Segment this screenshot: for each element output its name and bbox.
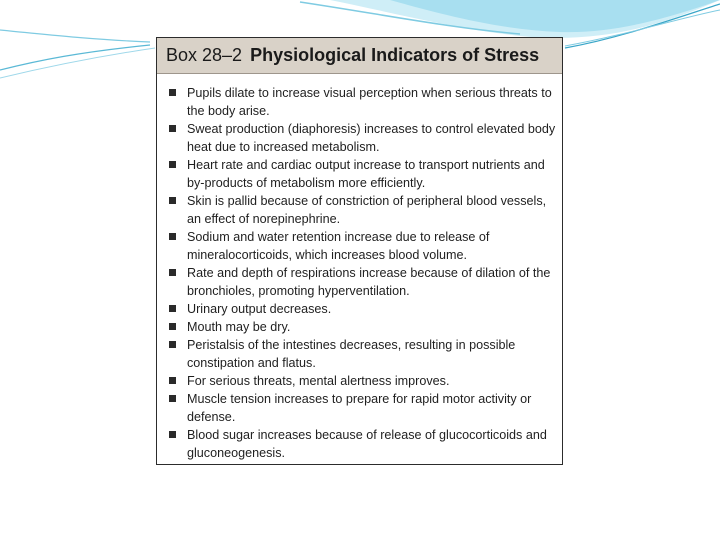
box-title: Physiological Indicators of Stress: [250, 45, 540, 65]
list-item: [169, 426, 556, 462]
list-item: [169, 120, 556, 156]
bullet-icon: [169, 341, 176, 348]
box-header: [157, 38, 562, 74]
wave-line-left-lower: [0, 45, 150, 70]
list-item: [169, 156, 556, 192]
bullet-icon: [169, 395, 176, 402]
list-item-text: Sweat production (diaphoresis) increases to control elevated body heat due to increased metabolism.: [187, 122, 556, 154]
box-label: Box 28–2: [166, 45, 243, 65]
list-item: [169, 264, 556, 300]
list-item-text: Heart rate and cardiac output increase to transport nutrients and by-products of metabolism more efficiently.: [187, 158, 545, 190]
list-item-text: Muscle tension increases to prepare for rapid motor activity or defense.: [187, 392, 532, 424]
list-item: [169, 372, 556, 390]
bullet-icon: [169, 431, 176, 438]
wave-line-left-faint: [0, 48, 155, 78]
bullet-icon: [169, 233, 176, 240]
bullet-icon: [169, 305, 176, 312]
list-item-text: Mouth may be dry.: [187, 320, 291, 334]
bullet-icon: [169, 89, 176, 96]
list-item-text: For serious threats, mental alertness improves.: [187, 374, 450, 388]
list-item-text: Sodium and water retention increase due to release of mineralocorticoids, which increases blood volume.: [187, 230, 490, 262]
list-item-text: Skin is pallid because of constriction of peripheral blood vessels, an effect of norepinephrine.: [187, 194, 547, 226]
list-item-text: Peristalsis of the intestines decreases, resulting in possible constipation and flatus.: [187, 338, 516, 370]
bullet-icon: [169, 323, 176, 330]
indicator-list: [157, 74, 562, 462]
list-item: [169, 300, 556, 318]
list-item-text: Rate and depth of respirations increase because of dilation of the bronchioles, promoting hyperventilation.: [187, 266, 551, 298]
bullet-icon: [169, 377, 176, 384]
bullet-icon: [169, 269, 176, 276]
bullet-icon: [169, 161, 176, 168]
list-item: [169, 228, 556, 264]
list-item: [169, 318, 556, 336]
list-item: [169, 390, 556, 426]
list-item-text: Pupils dilate to increase visual perception when serious threats to the body arise.: [187, 86, 552, 118]
list-item: [169, 84, 556, 120]
bullet-icon: [169, 197, 176, 204]
list-item-text: Blood sugar increases because of release of glucocorticoids and gluconeogenesis.: [187, 428, 547, 460]
bullet-icon: [169, 125, 176, 132]
list-item-text: Urinary output decreases.: [187, 302, 332, 316]
list-item: [169, 192, 556, 228]
stress-indicators-box: [156, 37, 563, 465]
wave-line-left: [0, 30, 150, 42]
list-item: [169, 336, 556, 372]
